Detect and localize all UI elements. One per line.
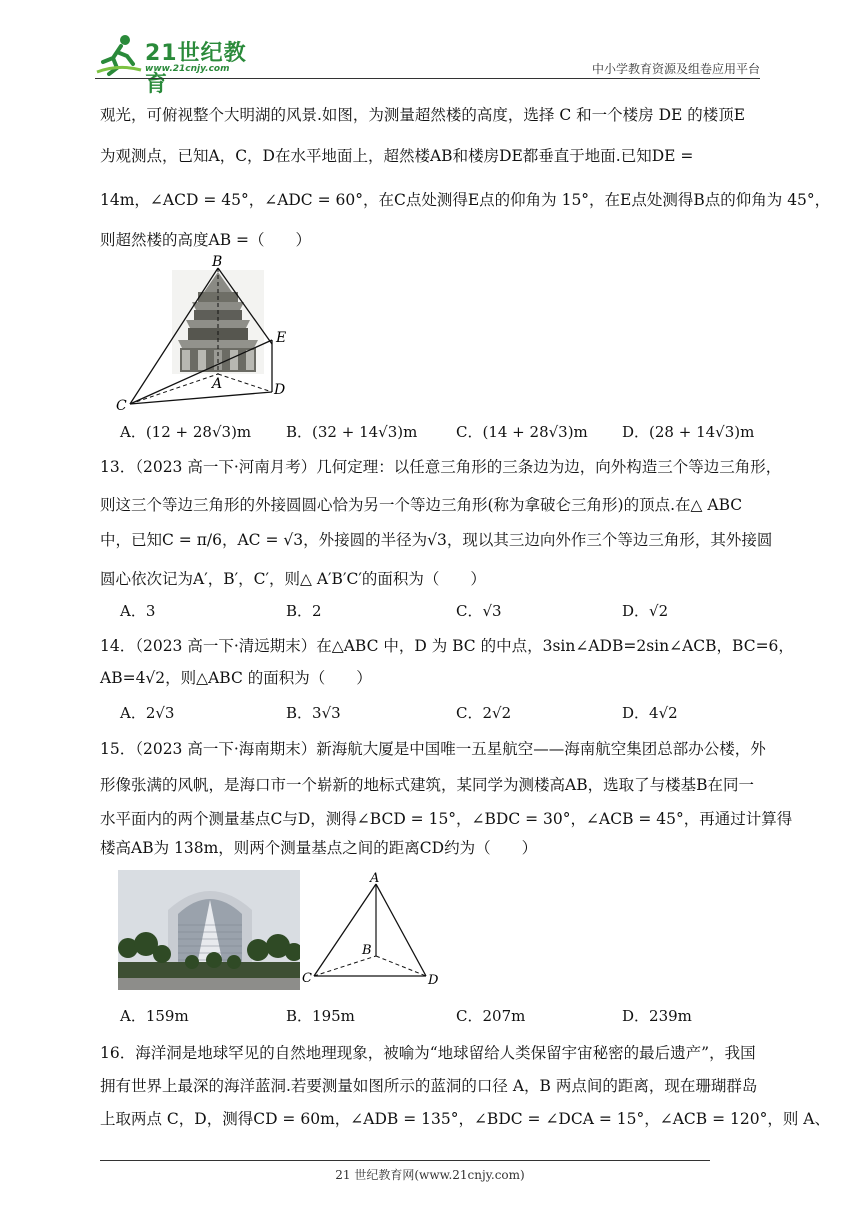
q14-line-1: 14．（2023 高一下·清远期末）在△ABC 中，D 为 BC 的中点，3sin∠ADB=2sin∠ACB，BC=6， (100, 637, 794, 655)
q15-line-1: 15．（2023 高一下·海南期末）新海航大厦是中国唯一五星航空——海南航空集团总部办公楼，外 (100, 740, 766, 758)
runner-logo-icon (95, 32, 143, 78)
q16-line-3: 上取两点 C，D，测得CD = 60m，∠ADB = 135°，∠BDC = ∠DCA = 15°，∠ACB = 120°，则 A、 (100, 1110, 830, 1128)
q14-option-c[interactable]: C．2√2 (456, 704, 512, 722)
q16-line-2: 拥有世界上最深的海洋蓝洞.若要测量如图所示的蓝洞的口径 A，B 两点间的距离，现在珊瑚群岛 (100, 1077, 758, 1095)
q14-option-d[interactable]: D．4√2 (622, 704, 678, 722)
q15-option-d[interactable]: D．239m (622, 1007, 692, 1025)
q12-option-c[interactable]: C．(14 + 28√3)m (456, 423, 588, 441)
q15-label-D: D (428, 973, 439, 988)
logo-url: www.21cnjy.com (145, 64, 230, 74)
page-header (95, 32, 760, 97)
q12-label-C: C (116, 398, 127, 414)
q12-label-A: A (212, 376, 223, 392)
q13-line-1: 13．（2023 高一下·河南月考）几何定理：以任意三角形的三条边为边，向外构造三个等边三角形， (100, 458, 782, 476)
q13-option-b[interactable]: B．2 (286, 602, 322, 620)
site-logo (95, 32, 265, 97)
q13-line-2: 则这三个等边三角形的外接圆圆心恰为另一个等边三角形(称为拿破仑三角形)的顶点.在△ ABC (100, 496, 743, 514)
q15-option-c[interactable]: C．207m (456, 1007, 526, 1025)
q12-line-4: 则超然楼的高度AB =（ ） (100, 231, 311, 249)
q12-line-1: 观光，可俯视整个大明湖的风景.如图，为测量超然楼的高度，选择 C 和一个楼房 DE 的楼顶E (100, 106, 746, 124)
q12-option-a[interactable]: A．(12 + 28√3)m (120, 423, 252, 441)
q15-building-photo (118, 870, 300, 990)
q13-line-3: 中，已知C = π/6，AC = √3，外接圆的半径为√3，现以其三边向外作三个等边三角形，其外接圆 (100, 531, 773, 549)
q15-label-B: B (362, 943, 372, 958)
page-footer: 21 世纪教育网(www.21cnjy.com) (335, 1168, 525, 1182)
q15-geometry-diagram (300, 870, 450, 992)
q12-label-D: D (274, 382, 286, 398)
q15-line-3: 水平面内的两个测量基点C与D，测得∠BCD = 15°，∠BDC = 30°，∠ACB = 45°，再通过计算得 (100, 810, 793, 828)
q14-option-b[interactable]: B．3√3 (286, 704, 341, 722)
q15-line-4: 楼高AB为 138m，则两个测量基点之间的距离CD约为（ ） (100, 839, 538, 857)
q15-figure (300, 870, 450, 992)
q15-label-A: A (370, 871, 380, 886)
q15-line-2: 形像张满的风帆，是海口市一个崭新的地标式建筑，某同学为测楼高AB，选取了与楼基B在同一 (100, 776, 754, 794)
footer-divider (100, 1160, 710, 1161)
q13-line-4: 圆心依次记为A′，B′，C′，则△ A′B′C′的面积为（ ） (100, 570, 486, 588)
q12-option-b[interactable]: B．(32 + 14√3)m (286, 423, 418, 441)
q15-label-C: C (302, 971, 312, 986)
q14-option-a[interactable]: A．2√3 (120, 704, 175, 722)
q12-geometry-diagram (112, 252, 302, 414)
q15-option-b[interactable]: B．195m (286, 1007, 355, 1025)
header-divider (95, 78, 760, 79)
q12-figure (112, 252, 302, 414)
q16-line-1: 16．海洋洞是地球罕见的自然地理现象，被喻为“地球留给人类保留宇宙秘密的最后遗产”，我国 (100, 1044, 756, 1062)
q12-option-d[interactable]: D．(28 + 14√3)m (622, 423, 755, 441)
q12-label-B: B (212, 254, 223, 270)
q15-option-a[interactable]: A．159m (120, 1007, 189, 1025)
q13-option-c[interactable]: C．√3 (456, 602, 502, 620)
header-platform-name: 中小学教育资源及组卷应用平台 (591, 62, 760, 76)
q12-line-3: 14m，∠ACD = 45°，∠ADC = 60°，在C点处测得E点的仰角为 15°，在E点处测得B点的仰角为 45°， (100, 191, 831, 209)
q13-option-a[interactable]: A．3 (120, 602, 156, 620)
q12-label-E: E (276, 330, 287, 346)
hna-tower-photo (118, 870, 300, 990)
logo-text: 21世纪教育 (145, 41, 247, 97)
q12-line-2: 为观测点，已知A，C，D在水平地面上，超然楼AB和楼房DE都垂直于地面.已知DE = (100, 147, 694, 165)
q13-option-d[interactable]: D．√2 (622, 602, 669, 620)
q14-line-2: AB=4√2，则△ABC 的面积为（ ） (100, 669, 372, 687)
